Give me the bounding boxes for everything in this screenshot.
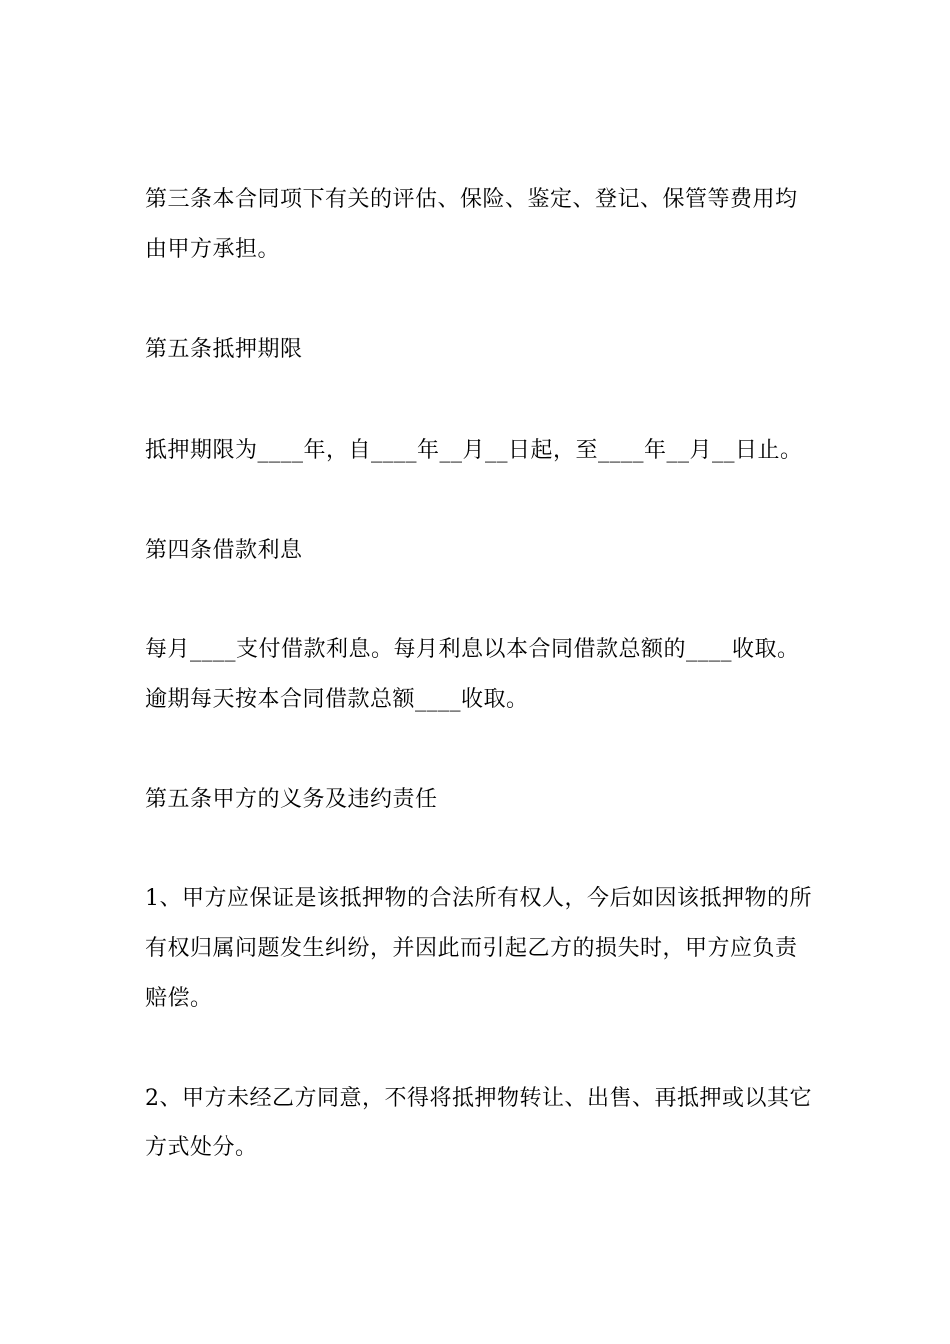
clause-2-line-1: 2、甲方未经乙方同意，不得将抵押物转让、出售、再抵押或以其它 [145, 1086, 812, 1111]
article-3-text-line-1: 第三条本合同项下有关的评估、保险、鉴定、登记、保管等费用均 [145, 187, 798, 212]
clause-1-line-1: 1、甲方应保证是该抵押物的合法所有权人，今后如因该抵押物的所 [145, 886, 812, 911]
article-5-obligations-heading: 第五条甲方的义务及违约责任 [145, 787, 438, 812]
article-3-text-line-2: 由甲方承担。 [145, 237, 281, 262]
article-5-mortgage-term-heading: 第五条抵押期限 [145, 337, 303, 362]
mortgage-term-text: 抵押期限为____年，自____年__月__日起，至____年__月__日止。 [145, 438, 803, 463]
article-4-loan-interest-heading: 第四条借款利息 [145, 538, 303, 563]
document-page [145, 0, 815, 1344]
interest-text-line-2: 逾期每天按本合同借款总额____收取。 [145, 687, 529, 712]
clause-1-line-3: 赔偿。 [145, 986, 213, 1011]
interest-text-line-1: 每月____支付借款利息。每月利息以本合同借款总额的____收取。 [145, 637, 800, 662]
clause-1-line-2: 有权归属问题发生纠纷，并因此而引起乙方的损失时，甲方应负责 [145, 936, 798, 961]
clause-2-line-2: 方式处分。 [145, 1135, 258, 1160]
